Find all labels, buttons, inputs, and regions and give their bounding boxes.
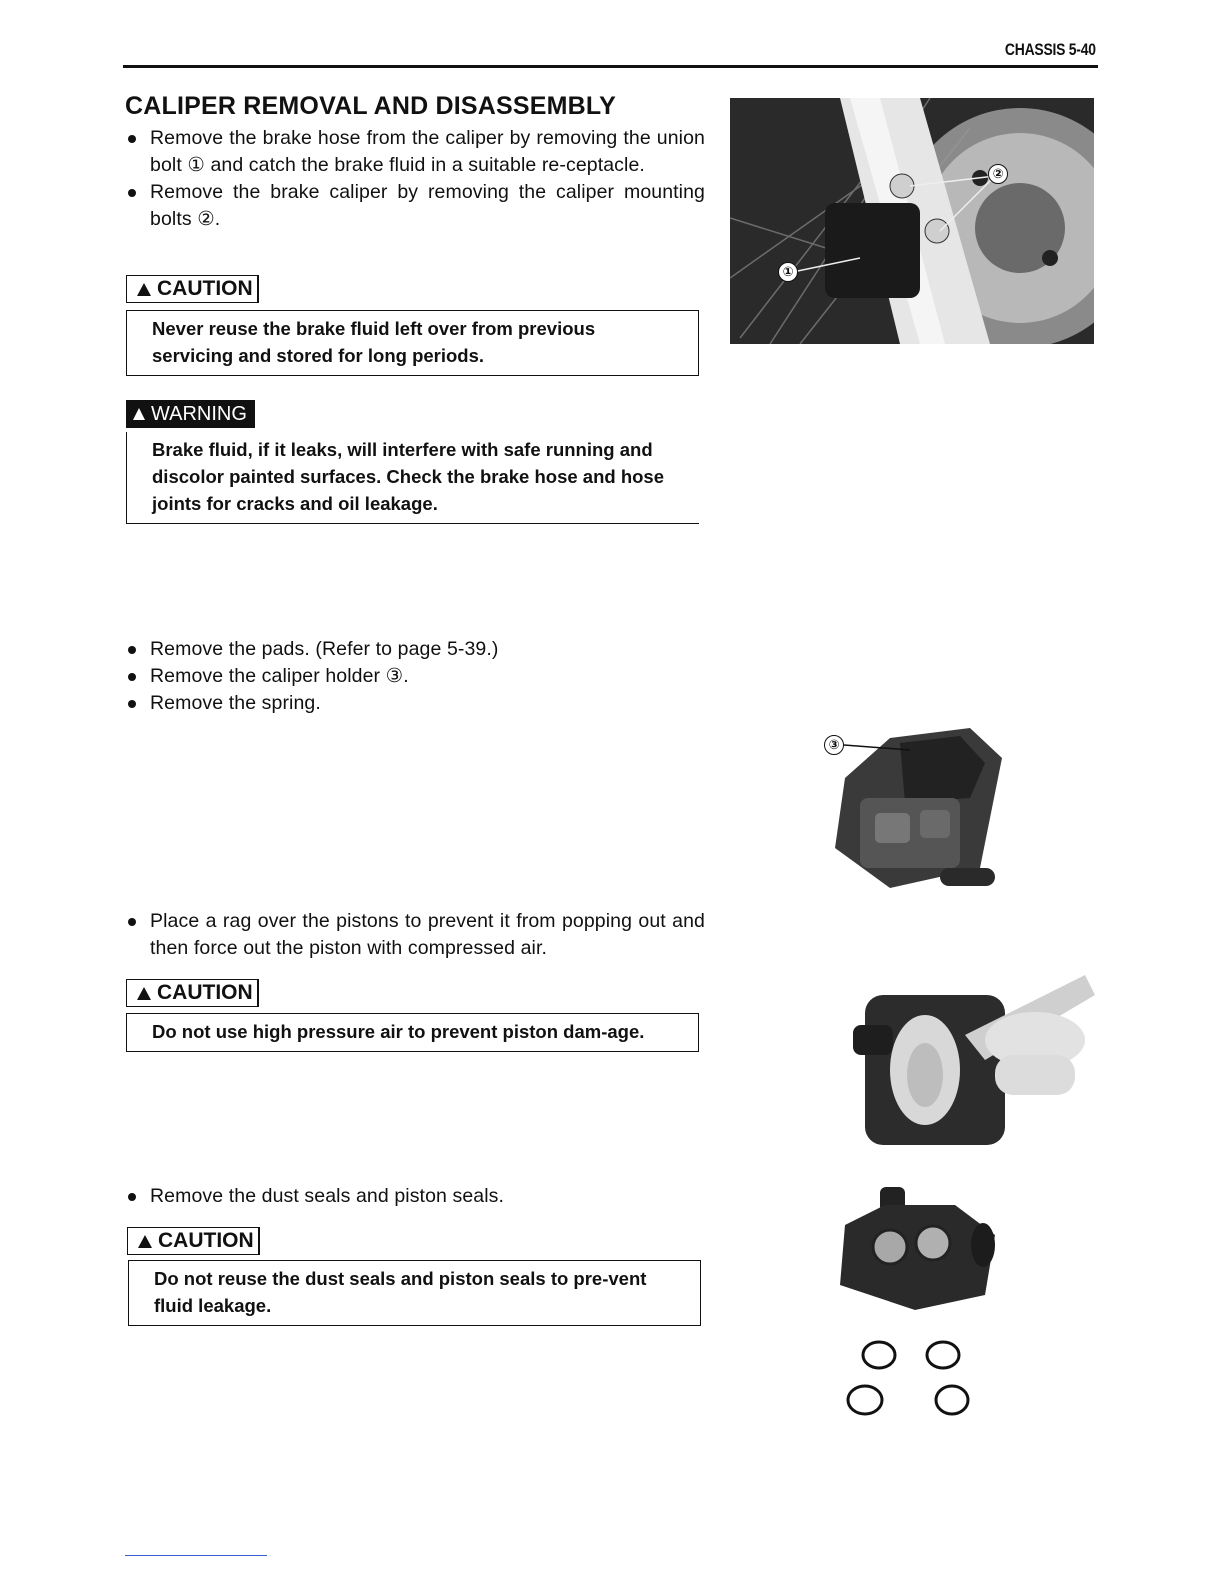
warning-label: WARNING (126, 400, 255, 428)
section-title: CALIPER REMOVAL AND DISASSEMBLY (125, 92, 616, 120)
photo-brake-caliper-on-wheel (730, 98, 1094, 344)
photo-caliper-and-seals (825, 1185, 1000, 1430)
page-header-title: CHASSIS 5-40 (1005, 40, 1096, 59)
photo-compressed-air-piston (845, 965, 1095, 1165)
caution-box-air-pressure: Do not use high pressure air to prevent piston dam-age. (126, 1013, 699, 1052)
callout-mounting-bolts: ② (988, 164, 1008, 184)
photo-caliper-holder (820, 718, 1010, 893)
callout-union-bolt: ① (778, 262, 798, 282)
caution-label: CAUTION (126, 275, 259, 303)
steps-list-removal (127, 125, 705, 233)
warning-box-leaks: Brake fluid, if it leaks, will interfere with safe running and discolor painted surfaces. Check the brake hose and hose joints for cracks and oil leakage. (126, 432, 699, 524)
warning-triangle-icon (137, 283, 151, 296)
steps-list-piston (127, 908, 705, 962)
list-item: Place a rag over the pistons to prevent it from popping out and then force out the piston with compressed air. (127, 908, 705, 962)
warning-triangle-icon (137, 987, 151, 1000)
steps-list-seals (127, 1183, 705, 1210)
caution-label: CAUTION (127, 1227, 260, 1255)
steps-list-pads (127, 636, 705, 717)
list-item: Remove the brake hose from the caliper by removing the union bolt ① and catch the brake fluid in a suitable re-ceptacle. (127, 125, 705, 179)
warning-triangle-icon (138, 1235, 152, 1248)
caution-label: CAUTION (126, 979, 259, 1007)
footer-rule (125, 1555, 267, 1556)
callout-caliper-holder: ③ (824, 735, 844, 755)
warning-triangle-icon (133, 408, 145, 420)
list-item: Remove the spring. (127, 690, 705, 717)
list-item: Remove the pads. (Refer to page 5-39.) (127, 636, 705, 663)
caution-box-seals: Do not reuse the dust seals and piston seals to pre-vent fluid leakage. (128, 1260, 701, 1326)
caution-box-brake-fluid: Never reuse the brake fluid left over from previous servicing and stored for long periods. (126, 310, 699, 376)
list-item: Remove the brake caliper by removing the caliper mounting bolts ②. (127, 179, 705, 233)
list-item: Remove the caliper holder ③. (127, 663, 705, 690)
list-item: Remove the dust seals and piston seals. (127, 1183, 705, 1210)
page-header (123, 38, 1098, 68)
